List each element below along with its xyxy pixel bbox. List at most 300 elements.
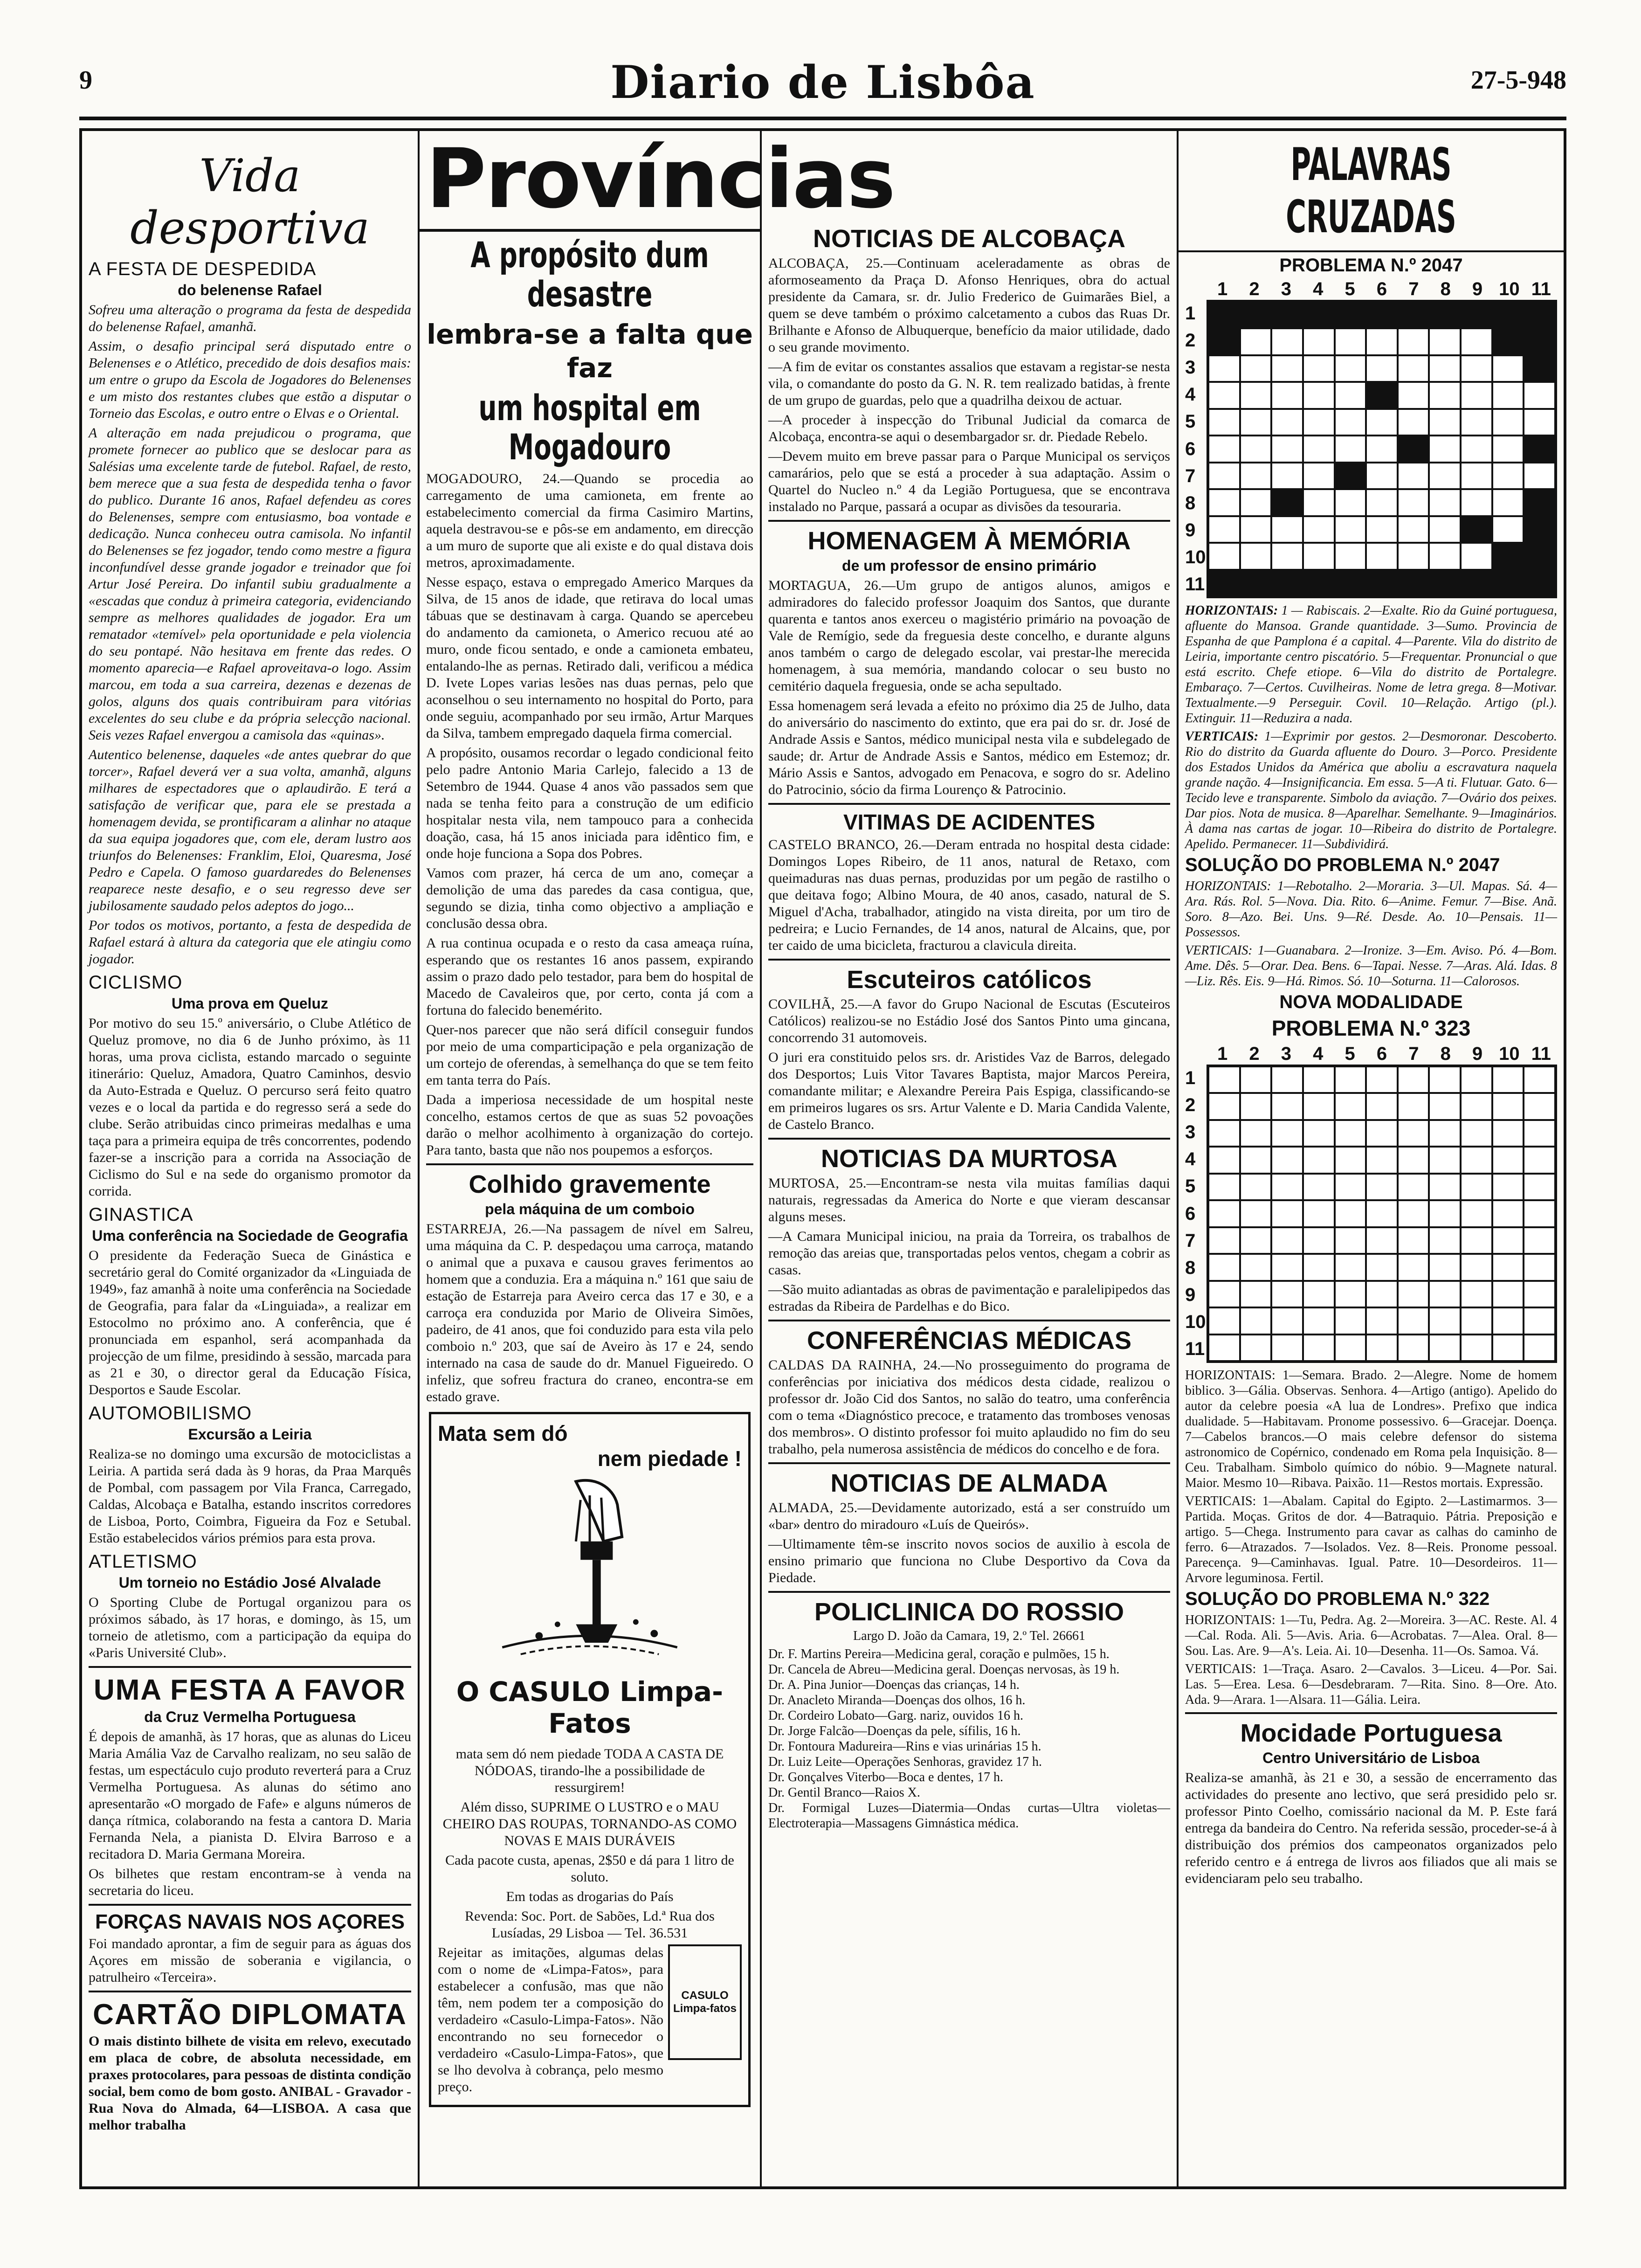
- crossword-cell[interactable]: [1524, 1227, 1555, 1254]
- crossword-cell[interactable]: [1240, 1254, 1272, 1280]
- festa-title: A FESTA DE DESPEDIDA: [89, 259, 317, 279]
- crossword-cell[interactable]: [1524, 1147, 1555, 1173]
- crossword-grid-2047: [1207, 300, 1557, 598]
- crossword-cell[interactable]: [1366, 543, 1398, 569]
- ciclismo-paragraph: Por motivo do seu 15.º aniversário, o Clube Atlético de Queluz promove, no dia 6 de Junho próximo, às 11 horas, uma prova ciclista, estando marcado o seguinte itinerário: Queluz, Amadora, Quatro Caminhos, desvio da Auto-Estrada e Queluz. O percurso será feito quatro vezes e o local da partida e do regresso será a sede do clube. Serão atribuidas cinco primeiras medalhas e uma taça para a primeira equipa de três concorrentes, podendo fazer-se a inscrição para a corrida na Associação de Ciclismo do Sul e na sede do organismo promotor da corrida.: [89, 1016, 411, 1199]
- crossword-cell[interactable]: [1366, 328, 1398, 355]
- crossword-cell[interactable]: [1208, 1093, 1240, 1120]
- crossword-number: 9: [1185, 1285, 1196, 1306]
- crossword-cell[interactable]: [1398, 1093, 1429, 1120]
- crossword-cell[interactable]: [1492, 1200, 1524, 1227]
- crossword-cell[interactable]: [1335, 1281, 1366, 1307]
- crossword-cell[interactable]: [1335, 1335, 1366, 1361]
- crossword-cell[interactable]: [1303, 1227, 1335, 1254]
- crossword-cell[interactable]: [1429, 409, 1461, 436]
- crossword-cell[interactable]: [1398, 1174, 1429, 1200]
- crossword-cell[interactable]: [1492, 302, 1524, 328]
- crossword-cell[interactable]: [1208, 1227, 1240, 1254]
- mogadouro-paragraph: MOGADOURO, 24.—Quando se procedia ao carregamento de uma camioneta, em frente ao estabelecimento comercial da firma Casimiro Martins, aquela destravou-se e pôs-se em andamento, em direcção a um muro de suporte que ali existe e do qual distava dois metros, aproximadamente.: [426, 471, 753, 570]
- crossword-cell[interactable]: [1335, 1254, 1366, 1280]
- mogadouro-paragraph: A propósito, ousamos recordar o legado condicional feito pelo padre Antonio Maria Carlejo, falecido a 13 de Setembro de 1944. Quase 4 anos vão passados sem que nada se tenha feito para a construção de um edificio hospitalar nesta vila, nem tampouco para a conhecida doação, casa, há 15 anos iniciada para idêntico fim, e onde hoje funciona a Sopa dos Pobres.: [426, 745, 753, 861]
- crossword-cell[interactable]: [1271, 1120, 1303, 1147]
- festa-paragraph: Por todos os motivos, portanto, a festa de despedida de Rafael estará à altura da categoria que ele atingiu como jogador.: [89, 918, 411, 967]
- crossword-cell[interactable]: [1492, 570, 1524, 596]
- crossword-cell[interactable]: [1271, 302, 1303, 328]
- crossword-cell[interactable]: [1335, 489, 1366, 516]
- ad-slogan-1: Mata sem dó: [438, 1421, 568, 1445]
- crossword-cell[interactable]: [1461, 1335, 1492, 1361]
- crossword-cell[interactable]: [1398, 570, 1429, 596]
- crossword-number: 10: [1185, 547, 1206, 568]
- crossword-cell[interactable]: [1492, 1335, 1524, 1361]
- crossword-cell[interactable]: [1366, 1281, 1398, 1307]
- crossword-cell[interactable]: [1429, 1066, 1461, 1093]
- solution-322-title: SOLUÇÃO DO PROBLEMA N.º 322: [1185, 1589, 1490, 1609]
- crossword-cell[interactable]: [1366, 1093, 1398, 1120]
- news-column: [762, 131, 1177, 2186]
- festa-favor-subtitle: da Cruz Vermelha Portuguesa: [144, 1708, 356, 1725]
- crossword-cell[interactable]: [1524, 1066, 1555, 1093]
- crossword-cell[interactable]: [1524, 355, 1555, 382]
- crossword-cell[interactable]: [1461, 328, 1492, 355]
- crossword-cell[interactable]: [1429, 355, 1461, 382]
- crossword-cell[interactable]: [1492, 489, 1524, 516]
- crossword-cell[interactable]: [1398, 382, 1429, 408]
- crossword-cell[interactable]: [1240, 1174, 1272, 1200]
- crossword-cell[interactable]: [1208, 1335, 1240, 1361]
- crossword-cell[interactable]: [1303, 1281, 1335, 1307]
- crossword-cell[interactable]: [1240, 1200, 1272, 1227]
- homenagem-paragraph: Essa homenagem será levada a efeito no próximo dia 25 de Julho, data do aniversário do nascimento do extinto, que era pai do sr. dr. José de Andrade Assis e Santos, médico municipal nesta vila e subdelegado de saude; dr. Artur de Andrade Assis e Santos, médico em Estemoz; dr. Mário Assis e Santos, advogado em Penacova, e sogro do sr. Adelino do Patrocinio, sócio da firma Lourenço & Patrocinio.: [768, 698, 1170, 797]
- crossword-cell[interactable]: [1492, 436, 1524, 462]
- crossword-cell[interactable]: [1524, 1307, 1555, 1334]
- crossword-cell[interactable]: [1208, 302, 1240, 328]
- crossword-cell[interactable]: [1398, 1227, 1429, 1254]
- crossword-cell[interactable]: [1271, 1147, 1303, 1173]
- crossword-number: 6: [1376, 1044, 1387, 1064]
- crossword-cell[interactable]: [1429, 516, 1461, 543]
- crossword-cell[interactable]: [1429, 1093, 1461, 1120]
- crossword-cell[interactable]: [1524, 463, 1555, 489]
- crossword-cell[interactable]: [1240, 1281, 1272, 1307]
- festa-paragraph: Sofreu uma alteração o programa da festa de despedida do belenense Rafael, amanhã.: [89, 302, 411, 334]
- crossword-cell[interactable]: [1398, 489, 1429, 516]
- crossword-cell[interactable]: [1366, 1254, 1398, 1280]
- crossword-cell[interactable]: [1461, 382, 1492, 408]
- vitimas-paragraph: CASTELO BRANCO, 26.—Deram entrada no hospital desta cidade: Domingos Lopes Ribeiro, de 11 anos, natural de Retaxo, com queimaduras nas duas pernas, produzidas por um pegão de rastilho o que deitava fogo; Albino Moura, de 40 anos, casado, natural de S. Miguel d'Acha, trabalhador, atingido na vista direita, por um tiro de pedreira; e Lucio Fernandes, de 14 anos, natural de Alcains, que, por ter caido de uma bicicleta, fracturou a clavicula direita.: [768, 837, 1170, 953]
- ginastica-subtitle: Uma conferência na Sociedade de Geografia: [92, 1227, 408, 1244]
- crossword-cell[interactable]: [1303, 570, 1335, 596]
- crossword-cell[interactable]: [1492, 409, 1524, 436]
- crossword-cell[interactable]: [1429, 489, 1461, 516]
- crossword-cell[interactable]: [1429, 1200, 1461, 1227]
- crossword-cell[interactable]: [1271, 409, 1303, 436]
- crossword-cell[interactable]: [1208, 436, 1240, 462]
- crossword-cell[interactable]: [1240, 489, 1272, 516]
- casulo-package-illustration: [668, 1944, 742, 2060]
- mocidade-title: Mocidade Portuguesa: [1240, 1719, 1502, 1747]
- crossword-cell[interactable]: [1271, 1093, 1303, 1120]
- crossword-cell[interactable]: [1461, 570, 1492, 596]
- crossword-cell[interactable]: [1303, 1066, 1335, 1093]
- crossword-cell[interactable]: [1271, 1281, 1303, 1307]
- crossword-number: 11: [1185, 1339, 1205, 1360]
- crossword-cell[interactable]: [1240, 543, 1272, 569]
- crossword-cell[interactable]: [1524, 1335, 1555, 1361]
- auto-subtitle: Excursão a Leiria: [188, 1426, 312, 1443]
- crossword-cell[interactable]: [1240, 382, 1272, 408]
- ad-brand: O CASULO Limpa-Fatos: [456, 1676, 724, 1739]
- crossword-cell[interactable]: [1429, 1281, 1461, 1307]
- crossword-cell[interactable]: [1398, 409, 1429, 436]
- crossword-cell[interactable]: [1303, 1147, 1335, 1173]
- crossword-cell[interactable]: [1271, 1307, 1303, 1334]
- crossword-cell[interactable]: [1429, 302, 1461, 328]
- crossword-cell[interactable]: [1429, 543, 1461, 569]
- alcobaca-title: NOTICIAS DE ALCOBAÇA: [813, 225, 1125, 253]
- crossword-cell[interactable]: [1429, 1174, 1461, 1200]
- crossword-cell[interactable]: [1398, 1120, 1429, 1147]
- newspaper-title: Diario de Lisbôa: [610, 56, 1035, 109]
- crossword-cell[interactable]: [1492, 1307, 1524, 1334]
- crossword-cell[interactable]: [1429, 382, 1461, 408]
- policlinica-address: Largo D. João da Camara, 19, 2.º Tel. 26661: [853, 1629, 1085, 1643]
- divider: [768, 520, 1170, 522]
- crossword-cell[interactable]: [1208, 355, 1240, 382]
- crossword-cell[interactable]: [1335, 409, 1366, 436]
- crossword-cell[interactable]: [1429, 1307, 1461, 1334]
- crossword-cell[interactable]: [1524, 302, 1555, 328]
- policlinica-item: Dr. Cordeiro Lobato—Garg. nariz, ouvidos 16 h.: [768, 1708, 1023, 1723]
- crossword-cell[interactable]: [1366, 1307, 1398, 1334]
- crossword-cell[interactable]: [1429, 463, 1461, 489]
- crossword-cell[interactable]: [1335, 1066, 1366, 1093]
- crossword-cell[interactable]: [1461, 1307, 1492, 1334]
- crossword-cell[interactable]: [1366, 409, 1398, 436]
- crossword-number: 8: [1440, 279, 1451, 299]
- crossword-cell[interactable]: [1335, 382, 1366, 408]
- crossword-cell[interactable]: [1208, 328, 1240, 355]
- crossword-cell[interactable]: [1208, 543, 1240, 569]
- crossword-cell[interactable]: [1208, 463, 1240, 489]
- crossword-cell[interactable]: [1492, 1120, 1524, 1147]
- crossword-cell[interactable]: [1524, 570, 1555, 596]
- crossword-cell[interactable]: [1366, 1147, 1398, 1173]
- crossword-cell[interactable]: [1303, 463, 1335, 489]
- crossword-cell[interactable]: [1303, 543, 1335, 569]
- crossword-cell[interactable]: [1461, 1200, 1492, 1227]
- crossword-cell[interactable]: [1524, 543, 1555, 569]
- crossword-number: 1: [1185, 1067, 1196, 1088]
- crossword-cell[interactable]: [1398, 1281, 1429, 1307]
- crossword-cell[interactable]: [1303, 302, 1335, 328]
- crossword-cell[interactable]: [1240, 1120, 1272, 1147]
- crossword-cell[interactable]: [1366, 463, 1398, 489]
- crossword-cell[interactable]: [1303, 409, 1335, 436]
- crossword-cell[interactable]: [1271, 1335, 1303, 1361]
- crossword-cell[interactable]: [1524, 1120, 1555, 1147]
- crossword-cell[interactable]: [1335, 1147, 1366, 1173]
- crossword-cell[interactable]: [1240, 409, 1272, 436]
- crossword-cell[interactable]: [1335, 463, 1366, 489]
- crossword-cell[interactable]: [1461, 1227, 1492, 1254]
- crossword-cell[interactable]: [1429, 570, 1461, 596]
- crossword-cell[interactable]: [1366, 570, 1398, 596]
- crossword-cell[interactable]: [1240, 328, 1272, 355]
- mogadouro-headline-1: A propósito dum desastre: [470, 234, 709, 315]
- auto-title: AUTOMOBILISMO: [89, 1403, 252, 1424]
- crossword-cell[interactable]: [1398, 1254, 1429, 1280]
- crossword-cell[interactable]: [1398, 355, 1429, 382]
- crossword-cell[interactable]: [1208, 489, 1240, 516]
- crossword-cell[interactable]: [1398, 328, 1429, 355]
- crossword-cell[interactable]: [1461, 489, 1492, 516]
- crossword-cell[interactable]: [1335, 1200, 1366, 1227]
- crossword-cell[interactable]: [1492, 1254, 1524, 1280]
- crossword-cell[interactable]: [1492, 328, 1524, 355]
- crossword-cell[interactable]: [1492, 1093, 1524, 1120]
- crossword-cell[interactable]: [1335, 1120, 1366, 1147]
- crossword-cell[interactable]: [1398, 1147, 1429, 1173]
- crossword-cell[interactable]: [1271, 328, 1303, 355]
- crossword-cell[interactable]: [1366, 302, 1398, 328]
- crossword-cell[interactable]: [1240, 463, 1272, 489]
- crossword-cell[interactable]: [1461, 1120, 1492, 1147]
- crossword-cell[interactable]: [1461, 543, 1492, 569]
- alcobaca-paragraph: —A proceder à inspecção do Tribunal Judicial da comarca de Alcobaça, encontra-se aqui o desembargador sr. dr. Piedade Rebelo.: [768, 412, 1170, 444]
- crossword-cell[interactable]: [1208, 1254, 1240, 1280]
- crossword-cell[interactable]: [1492, 1227, 1524, 1254]
- crossword-cell[interactable]: [1208, 1200, 1240, 1227]
- crossword-cell[interactable]: [1366, 516, 1398, 543]
- crossword-cell[interactable]: [1208, 1174, 1240, 1200]
- crossword-cell[interactable]: [1208, 382, 1240, 408]
- crossword-cell[interactable]: [1240, 302, 1272, 328]
- crossword-cell[interactable]: [1366, 1200, 1398, 1227]
- crossword-cell[interactable]: [1271, 570, 1303, 596]
- crossword-cell[interactable]: [1271, 1254, 1303, 1280]
- provincias-header: Províncias: [426, 131, 895, 227]
- divider: [1185, 1712, 1557, 1714]
- homenagem-paragraph: MORTAGUA, 26.—Um grupo de antigos alunos, amigos e admiradores do falecido professor Joaquim dos Santos, que durante quarenta e tantos anos exerceu o magistério primário na povoação de Vale de Remígio, sede da freguesia deste concelho, e durante alguns anos também o cargo de delegado escolar, vai prestar-lhe merecida homenagem, à sua memória, mandando colocar o seu busto no cemitério daquela freguesia, onde se acha sepultado.: [768, 578, 1170, 694]
- clue-text: 1—Exprimir por gestos. 2—Desmoronar. Descoberto. Rio do distrito da Guarda afluente do Douro. 3—Porco. Presidente dos Estados Unidos da América que aboliu a escravatura naquela grande nação. 4—Insignificancia. Em essa. 5—A ti. Flutuar. Gato. 6—Tecido leve e transparente. Simbolo da aviação. 7—Ovário dos peixes. Dar pios. Nota de musica. 8—Aparelhar. Semelhante. 9—Imaginários. À dama nas cartas de jogar. 10—Ribeira do distrito de Portalegre. Apelido. Permanecer. 11—Subdividirá.: [1185, 729, 1557, 851]
- crossword-cell[interactable]: [1492, 382, 1524, 408]
- crossword-cell[interactable]: [1366, 355, 1398, 382]
- crossword-cell[interactable]: [1271, 382, 1303, 408]
- crossword-cell[interactable]: [1398, 1335, 1429, 1361]
- crossword-cell[interactable]: [1208, 1281, 1240, 1307]
- solution-322-vertical: VERTICAIS: 1—Traça. Asaro. 2—Cavalos. 3—Liceu. 4—Por. Sai. Las. 5—Erea. Lesa. 6—Desdebraram. 7—Rita. Sino. 8—Ore. Ato. Ada. 9—Arara. 1—Alsara. 11—Gália. Leira.: [1185, 1662, 1557, 1707]
- crossword-cell[interactable]: [1335, 543, 1366, 569]
- crossword-cell[interactable]: [1461, 1174, 1492, 1200]
- crossword-cell[interactable]: [1429, 1147, 1461, 1173]
- crossword-column: [1179, 131, 1564, 2186]
- crossword-cell[interactable]: [1240, 1307, 1272, 1334]
- crossword-cell[interactable]: [1208, 1147, 1240, 1173]
- crossword-cell[interactable]: [1208, 1307, 1240, 1334]
- crossword-cell[interactable]: [1398, 1307, 1429, 1334]
- crossword-cell[interactable]: [1398, 1066, 1429, 1093]
- crossword-cell[interactable]: [1208, 570, 1240, 596]
- crossword-cell[interactable]: [1461, 516, 1492, 543]
- crossword-cell[interactable]: [1492, 463, 1524, 489]
- crossword-cell[interactable]: [1240, 570, 1272, 596]
- crossword-cell[interactable]: [1524, 1254, 1555, 1280]
- crossword-cell[interactable]: [1461, 355, 1492, 382]
- crossword-cell[interactable]: [1524, 489, 1555, 516]
- crossword-cell[interactable]: [1271, 543, 1303, 569]
- crossword-cell[interactable]: [1461, 1147, 1492, 1173]
- cartao-title: CARTÃO DIPLOMATA: [93, 1998, 407, 2031]
- crossword-cell[interactable]: [1303, 1254, 1335, 1280]
- clue-label: HORIZONTAIS:: [1185, 603, 1278, 618]
- crossword-cell[interactable]: [1429, 1120, 1461, 1147]
- crossword-cell[interactable]: [1492, 1281, 1524, 1307]
- crossword-cell[interactable]: [1335, 1307, 1366, 1334]
- page-number: 9: [79, 66, 92, 95]
- crossword-cell[interactable]: [1461, 463, 1492, 489]
- mogadouro-paragraph: Vamos com prazer, há cerca de um ano, começar a demolição de uma das paredes da casa contigua, que, segundo se dizia, tinha como objectivo a ampliação e conclusão dessa obra.: [426, 865, 753, 931]
- crossword-cell[interactable]: [1492, 543, 1524, 569]
- crossword-cell[interactable]: [1429, 328, 1461, 355]
- almada-paragraph: —Ultimamente têm-se inscrito novos socios de auxilio à escola de ensino primario que funciona no Clube Desportivo da Cova da Piedade.: [768, 1536, 1170, 1585]
- crossword-cell[interactable]: [1271, 516, 1303, 543]
- crossword-cell[interactable]: [1303, 1335, 1335, 1361]
- crossword-number: 10: [1499, 1044, 1520, 1064]
- crossword-cell[interactable]: [1303, 1307, 1335, 1334]
- crossword-cell[interactable]: [1366, 1120, 1398, 1147]
- crossword-cell[interactable]: [1366, 382, 1398, 408]
- crossword-cell[interactable]: [1303, 489, 1335, 516]
- crossword-cell[interactable]: [1429, 1227, 1461, 1254]
- crossword-cell[interactable]: [1366, 489, 1398, 516]
- crossword-cell[interactable]: [1524, 409, 1555, 436]
- ad-paragraph: Cada pacote custa, apenas, 2$50 e dá para 1 litro de soluto.: [445, 1853, 734, 1885]
- crossword-number: 2: [1249, 279, 1260, 299]
- crossword-cell[interactable]: [1303, 1093, 1335, 1120]
- crossword-cell[interactable]: [1335, 516, 1366, 543]
- crossword-cell[interactable]: [1335, 328, 1366, 355]
- crossword-cell[interactable]: [1303, 516, 1335, 543]
- crossword-cell[interactable]: [1429, 1254, 1461, 1280]
- crossword-cell[interactable]: [1271, 355, 1303, 382]
- divider: [89, 1666, 411, 1668]
- crossword-cell[interactable]: [1303, 355, 1335, 382]
- crossword-cell[interactable]: [1240, 1093, 1272, 1120]
- crossword-cell[interactable]: [1335, 1174, 1366, 1200]
- crossword-cell[interactable]: [1398, 463, 1429, 489]
- crossword-cell[interactable]: [1398, 1200, 1429, 1227]
- crossword-cell[interactable]: [1271, 1227, 1303, 1254]
- crossword-cell[interactable]: [1240, 1227, 1272, 1254]
- crossword-cell[interactable]: [1461, 1281, 1492, 1307]
- crossword-cell[interactable]: [1240, 516, 1272, 543]
- crossword-cell[interactable]: [1303, 382, 1335, 408]
- crossword-cell[interactable]: [1429, 436, 1461, 462]
- crossword-cell[interactable]: [1240, 355, 1272, 382]
- crossword-cell[interactable]: [1271, 489, 1303, 516]
- crossword-cell[interactable]: [1335, 1227, 1366, 1254]
- crossword-cell[interactable]: [1335, 355, 1366, 382]
- escuteiros-paragraph: O juri era constituido pelos srs. dr. Aristides Vaz de Barros, delegado dos Desportos; Luis Vitor Tavares Baptista, major Marcos Pereira, comandante militar; e Alexandre Pereira Pais Espiga, classificando-se em primeiros lugares os srs. Artur Valente e D. Maria Candida Valente, de Castelo Branco.: [768, 1050, 1170, 1132]
- crossword-cell[interactable]: [1461, 1093, 1492, 1120]
- crossword-cell[interactable]: [1398, 543, 1429, 569]
- divider: [768, 1320, 1170, 1321]
- crossword-number: 3: [1281, 279, 1292, 299]
- crossword-cell[interactable]: [1492, 516, 1524, 543]
- crossword-cell[interactable]: [1366, 1335, 1398, 1361]
- festa-favor-paragraph: É depois de amanhã, às 17 horas, que as alunas do Liceu Maria Amália Vaz de Carvalho realizam, no seu salão de festas, um espectáculo cujo produto reverterá para a Cruz Vermelha Portuguesa. As alunas do sétimo ano apresentarão «O morgado de Fafe» e alguns números de dança rítmica, colaborando na festa a cantora D. Maria Fernanda Nela, a pianista D. Elvira Barroso e a recitadora D. Maria Germana Moreira.: [89, 1729, 411, 1862]
- crossword-number: 7: [1185, 465, 1196, 486]
- crossword-cell[interactable]: [1461, 436, 1492, 462]
- crossword-cell[interactable]: [1303, 436, 1335, 462]
- crossword-cell[interactable]: [1398, 302, 1429, 328]
- crossword-cell[interactable]: [1366, 436, 1398, 462]
- crossword-cell[interactable]: [1524, 1200, 1555, 1227]
- problem-323-title: PROBLEMA N.º 323: [1271, 1016, 1471, 1040]
- crossword-cell[interactable]: [1461, 1066, 1492, 1093]
- crossword-cell[interactable]: [1366, 1066, 1398, 1093]
- crossword-cell[interactable]: [1271, 463, 1303, 489]
- crossword-cell[interactable]: [1335, 302, 1366, 328]
- festa-paragraph: Assim, o desafio principal será disputado entre o Belenenses e o Atlético, precedido de dois desafios mais: um entre o grupo da Escola de Jogadores do Belenenses e um misto dos restantes clubes que estão a disputar o Torneio das Escolas, e outro entre o Elvas e o Oriental.: [89, 339, 411, 421]
- crossword-cell[interactable]: [1271, 1200, 1303, 1227]
- crossword-cell[interactable]: [1461, 302, 1492, 328]
- crossword-cell[interactable]: [1303, 1200, 1335, 1227]
- crossword-cell[interactable]: [1240, 436, 1272, 462]
- crossword-cell[interactable]: [1303, 328, 1335, 355]
- crossword-cell[interactable]: [1208, 1120, 1240, 1147]
- crossword-cell[interactable]: [1492, 1066, 1524, 1093]
- crossword-number: 4: [1185, 1149, 1196, 1170]
- crossword-cell[interactable]: [1335, 1093, 1366, 1120]
- crossword-cell[interactable]: [1524, 382, 1555, 408]
- crossword-cell[interactable]: [1524, 1281, 1555, 1307]
- crossword-cell[interactable]: [1208, 409, 1240, 436]
- crossword-cell[interactable]: [1524, 1093, 1555, 1120]
- crossword-cell[interactable]: [1271, 436, 1303, 462]
- crossword-cell[interactable]: [1303, 1174, 1335, 1200]
- crossword-cell[interactable]: [1492, 355, 1524, 382]
- almada-paragraph: ALMADA, 25.—Devidamente autorizado, está a ser construído um «bar» dentro do miradouro «Luís de Queirós».: [768, 1500, 1170, 1532]
- crossword-cell[interactable]: [1492, 1174, 1524, 1200]
- crossword-cell[interactable]: [1524, 436, 1555, 462]
- crossword-cell[interactable]: [1271, 1174, 1303, 1200]
- crossword-cell[interactable]: [1366, 1227, 1398, 1254]
- crossword-cell[interactable]: [1240, 1147, 1272, 1173]
- crossword-cell[interactable]: [1335, 570, 1366, 596]
- crossword-cell[interactable]: [1208, 516, 1240, 543]
- crossword-cell[interactable]: [1524, 328, 1555, 355]
- crossword-cell[interactable]: [1240, 1066, 1272, 1093]
- crossword-cell[interactable]: [1208, 1066, 1240, 1093]
- crossword-cell[interactable]: [1240, 1335, 1272, 1361]
- crossword-cell[interactable]: [1366, 1174, 1398, 1200]
- crossword-cell[interactable]: [1492, 1147, 1524, 1173]
- policlinica-title: POLICLINICA DO ROSSIO: [814, 1598, 1124, 1626]
- crossword-cell[interactable]: [1461, 1254, 1492, 1280]
- crossword-cell[interactable]: [1335, 436, 1366, 462]
- crossword-number: 4: [1313, 1044, 1324, 1064]
- crossword-cell[interactable]: [1524, 1174, 1555, 1200]
- crossword-cell[interactable]: [1429, 1335, 1461, 1361]
- crossword-cell[interactable]: [1398, 436, 1429, 462]
- crossword-cell[interactable]: [1271, 1066, 1303, 1093]
- crossword-cell[interactable]: [1461, 409, 1492, 436]
- crossword-cell[interactable]: [1524, 516, 1555, 543]
- crossword-cell[interactable]: [1303, 1120, 1335, 1147]
- crossword-cell[interactable]: [1398, 516, 1429, 543]
